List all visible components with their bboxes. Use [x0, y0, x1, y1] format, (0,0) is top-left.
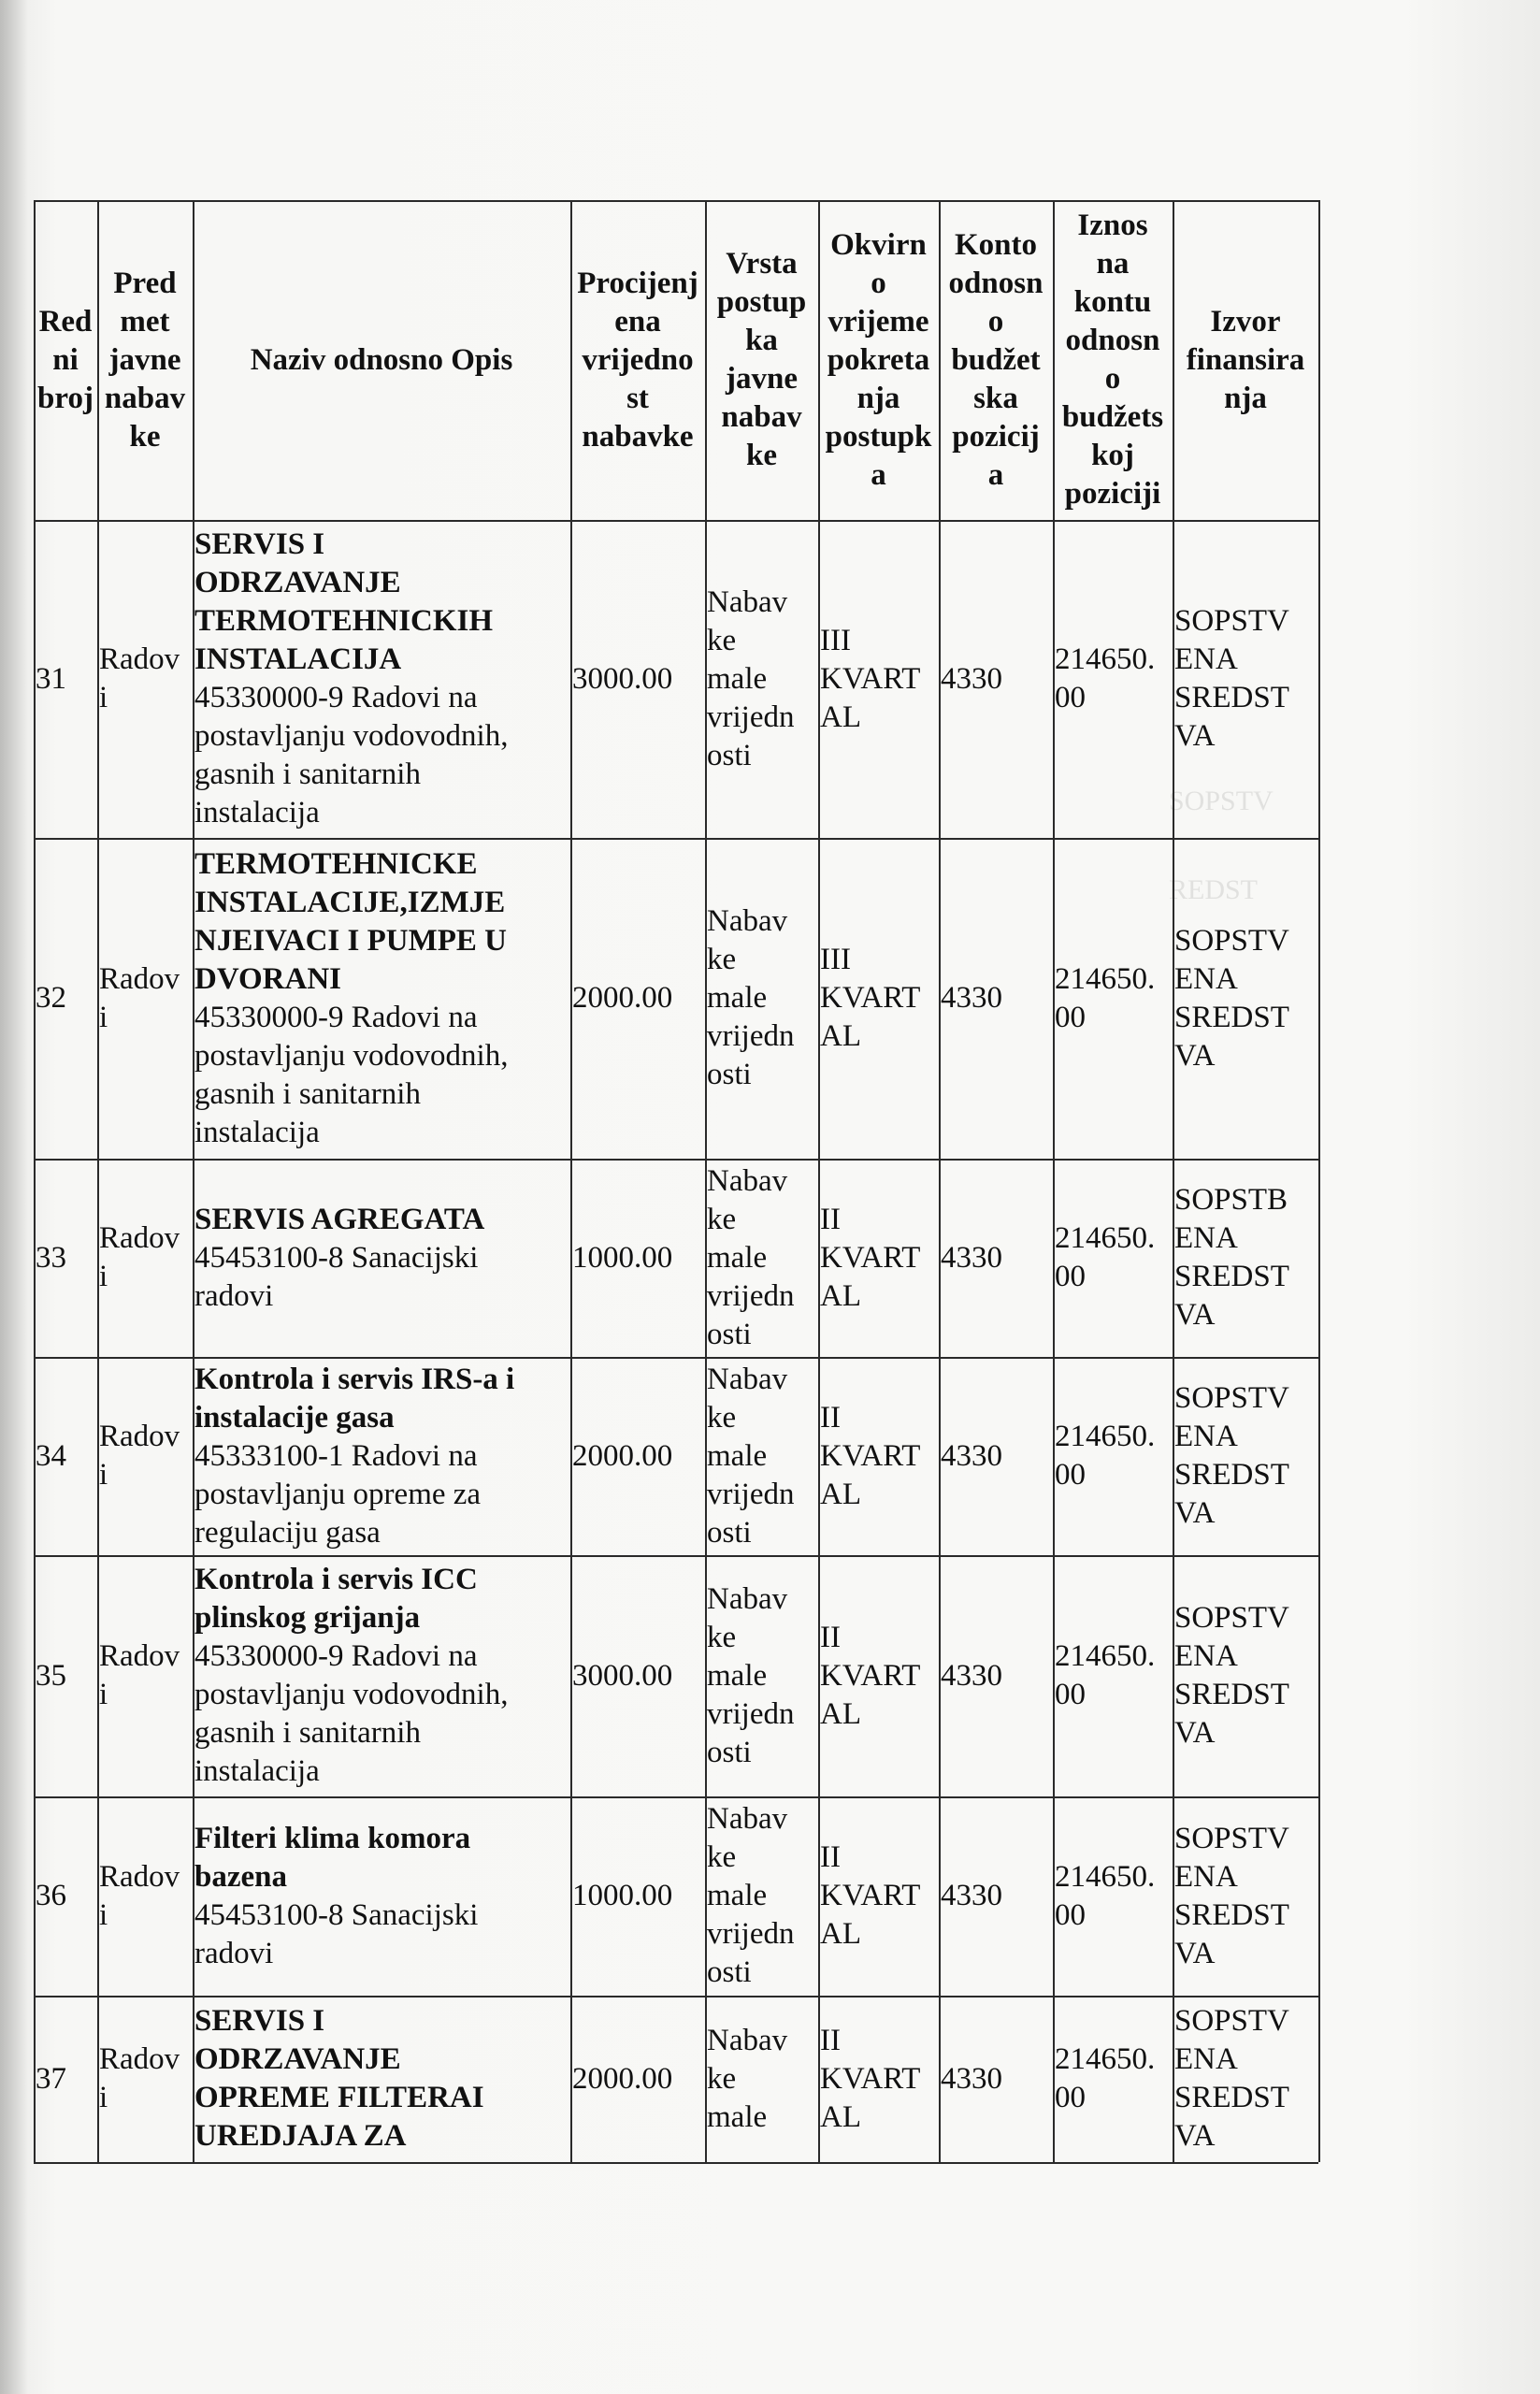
funding-source-cell: [1174, 1798, 1317, 1994]
konto-cell-text: 4330: [941, 2061, 1002, 2096]
konto-cell: [941, 1359, 1051, 1553]
description-block: [194, 2002, 484, 2156]
estimated-value-cell-text: 3000.00: [572, 1658, 673, 1693]
table-row: [34, 1996, 1318, 2162]
procedure-cell: [707, 1798, 816, 1994]
estimated-value-cell-text: 3000.00: [572, 661, 673, 696]
row-number-text: 35: [36, 1658, 66, 1693]
funding-source-cell: [1174, 1359, 1317, 1553]
table-row: [34, 1357, 1318, 1555]
table-row: [34, 838, 1318, 1159]
item-cpv-description: 45330000-9 Radovi na postavljanju vodovodnih, gasnih i sanitarnih instalacija: [194, 681, 509, 829]
funding-source-cell: [1174, 1161, 1317, 1355]
konto-cell: [941, 522, 1051, 836]
amount-cell-text: 214650. 00: [1055, 2042, 1156, 2114]
subject-cell-text: Radov i: [99, 961, 180, 1034]
procedure-cell-text: Nabav ke male vrijedn osti: [707, 1163, 795, 1351]
timeframe-cell: [820, 1798, 937, 1994]
description-block: [194, 1820, 478, 1973]
row-number: [36, 522, 95, 836]
procedure-cell: [707, 1359, 816, 1553]
row-number-text: 33: [36, 1240, 66, 1275]
header-row-number: Red ni broj: [37, 304, 94, 415]
row-number-text: 34: [36, 1438, 66, 1473]
header-description: Naziv odnosno Opis: [250, 342, 513, 377]
table-row: [34, 1159, 1318, 1357]
header-amount: Iznos na kontu odnosn o budžets koj poziciji: [1061, 209, 1164, 511]
description-cell: [194, 1557, 569, 1795]
timeframe-cell-text: II KVART AL: [820, 1620, 921, 1731]
estimated-value-cell-text: 2000.00: [572, 2061, 673, 2096]
konto-cell: [941, 840, 1051, 1157]
row-number: [36, 1997, 95, 2160]
procedure-cell-text: Nabav ke male vrijedn osti: [707, 1581, 795, 1769]
amount-cell-text: 214650. 00: [1055, 961, 1156, 1034]
description-cell: [194, 1161, 569, 1355]
amount-cell-text: 214650. 00: [1055, 642, 1156, 714]
timeframe-cell: [820, 840, 937, 1157]
description-cell: [194, 1359, 569, 1553]
procurement-table: [34, 200, 1318, 2162]
subject-cell: [99, 1997, 191, 2160]
timeframe-cell-text: II KVART AL: [820, 1202, 921, 1313]
header-timeframe: Okvirn o vrijeme pokreta nja postupk a: [825, 227, 932, 492]
description-block: [194, 1201, 484, 1316]
item-title: Kontrola i servis IRS-a i instalacije gasa: [194, 1362, 515, 1435]
description-cell: [194, 1798, 569, 1994]
bleed-through-mark: REDST: [1169, 874, 1259, 905]
amount-cell: [1055, 1161, 1171, 1355]
item-title: Kontrola i servis ICC plinskog grijanja: [194, 1563, 478, 1635]
header-estimated-value: Procijenj ena vrijedno st nabavke: [577, 266, 698, 454]
amount-cell: [1055, 1557, 1171, 1795]
subject-cell: [99, 840, 191, 1157]
timeframe-cell: [820, 1997, 937, 2160]
table-row-border: [34, 2162, 1318, 2164]
timeframe-cell-text: III KVART AL: [820, 943, 921, 1053]
konto-cell-text: 4330: [941, 1658, 1002, 1693]
amount-cell-text: 214650. 00: [1055, 1221, 1156, 1293]
table-row: [34, 1555, 1318, 1796]
funding-source-cell-text: SOPSTB ENA SREDST VA: [1174, 1183, 1289, 1332]
funding-source-cell: [1174, 1557, 1317, 1795]
bleed-through-mark: SOPSTV: [1169, 786, 1274, 816]
amount-cell-text: 214650. 00: [1055, 1639, 1156, 1711]
description-block: [194, 845, 508, 1152]
procedure-cell-text: Nabav ke male vrijedn osti: [707, 904, 795, 1091]
estimated-value-cell: [572, 1798, 703, 1994]
funding-source-cell: [1174, 1997, 1317, 2160]
estimated-value-cell-text: 1000.00: [572, 1879, 673, 1912]
item-cpv-description: 45453100-8 Sanacijski radovi: [194, 1240, 479, 1313]
subject-cell: [99, 1557, 191, 1795]
subject-cell: [99, 522, 191, 836]
header-funding-source: Izvor finansira nja: [1186, 304, 1305, 415]
estimated-value-cell: [572, 1557, 703, 1795]
description-block: [194, 1361, 514, 1552]
row-number-text: 32: [36, 981, 66, 1015]
description-cell: [194, 1997, 569, 2160]
row-number-text: 31: [36, 661, 66, 696]
item-cpv-description: 45453100-8 Sanacijski radovi: [194, 1897, 479, 1970]
timeframe-cell-text: II KVART AL: [820, 2023, 921, 2134]
header-procedure-type: Vrsta postup ka javne nabav ke: [716, 247, 807, 472]
row-number: [36, 840, 95, 1157]
funding-source-cell-text: SOPSTV ENA SREDST VA: [1174, 1601, 1289, 1750]
subject-cell-text: Radov i: [99, 1639, 180, 1711]
procedure-cell: [707, 1557, 816, 1795]
procedure-cell-text: Nabav ke male vrijedn osti: [707, 1802, 795, 1989]
procedure-cell: [707, 840, 816, 1157]
subject-cell-text: Radov i: [99, 2042, 180, 2114]
item-cpv-description: 45333100-1 Radovi na postavljanju opreme za regulaciju gasa: [194, 1438, 482, 1550]
row-number-text: 37: [36, 2061, 66, 2096]
row-number: [36, 1161, 95, 1355]
funding-source-cell-text: SOPSTV ENA SREDST VA: [1174, 923, 1289, 1073]
amount-cell-text: 214650. 00: [1055, 1420, 1156, 1492]
subject-cell-text: Radov i: [99, 1420, 180, 1492]
timeframe-cell-text: III KVART AL: [820, 623, 921, 734]
konto-cell: [941, 1798, 1051, 1994]
description-block: [194, 526, 508, 832]
timeframe-cell: [820, 1557, 937, 1795]
timeframe-cell: [820, 1359, 937, 1553]
item-title: Filteri klima komora bazena: [194, 1821, 471, 1894]
procedure-cell: [707, 522, 816, 836]
description-block: [194, 1561, 508, 1791]
amount-cell: [1055, 1798, 1171, 1994]
estimated-value-cell-text: 2000.00: [572, 981, 673, 1015]
table-column-border: [1318, 200, 1320, 2162]
subject-cell: [99, 1798, 191, 1994]
description-cell: [194, 840, 569, 1157]
estimated-value-cell: [572, 840, 703, 1157]
procedure-cell-text: Nabav ke male vrijedn osti: [707, 1362, 795, 1550]
estimated-value-cell-text: 1000.00: [572, 1240, 673, 1275]
amount-cell: [1055, 1997, 1171, 2160]
subject-cell-text: Radov i: [99, 1859, 180, 1932]
header-subject: Pred met javne nabav ke: [104, 266, 186, 454]
subject-cell-text: Radov i: [99, 1221, 180, 1293]
timeframe-cell-text: II KVART AL: [820, 1840, 921, 1951]
table-row: [34, 520, 1318, 838]
timeframe-cell: [820, 1161, 937, 1355]
konto-cell: [941, 1997, 1051, 2160]
timeframe-cell: [820, 522, 937, 836]
konto-cell-text: 4330: [941, 981, 1002, 1015]
item-title: SERVIS AGREGATA: [194, 1202, 485, 1236]
procedure-cell: [707, 1997, 816, 2160]
funding-source-cell: [1174, 522, 1317, 836]
funding-source-cell: [1174, 840, 1317, 1157]
item-cpv-description: 45330000-9 Radovi na postavljanju vodovodnih, gasnih i sanitarnih instalacija: [194, 1639, 509, 1788]
subject-cell-text: Radov i: [99, 642, 180, 714]
procedure-cell-text: Nabav ke male: [707, 2023, 788, 2134]
amount-cell: [1055, 522, 1171, 836]
table-row-border: [34, 200, 1318, 202]
timeframe-cell-text: II KVART AL: [820, 1400, 921, 1511]
konto-cell-text: 4330: [941, 661, 1002, 696]
konto-cell: [941, 1161, 1051, 1355]
estimated-value-cell: [572, 1161, 703, 1355]
funding-source-cell-text: SOPSTV ENA SREDST VA: [1174, 1381, 1289, 1530]
subject-cell: [99, 1359, 191, 1553]
estimated-value-cell-text: 2000.00: [572, 1438, 673, 1473]
funding-source-cell-text: SOPSTV ENA SREDST VA: [1174, 2004, 1289, 2153]
item-cpv-description: 45330000-9 Radovi na postavljanju vodovodnih, gasnih i sanitarnih instalacija: [194, 1000, 509, 1149]
procedure-cell-text: Nabav ke male vrijedn osti: [707, 584, 795, 772]
table-row: [34, 1796, 1318, 1996]
amount-cell: [1055, 1359, 1171, 1553]
row-number-text: 36: [36, 1879, 66, 1912]
row-number: [36, 1798, 95, 1994]
header-konto: Konto odnosn o budžet ska pozicij a: [948, 227, 1043, 492]
subject-cell: [99, 1161, 191, 1355]
item-title: TERMOTEHNICKE INSTALACIJE,IZMJE NJEIVACI I PUMPE U DVORANI: [194, 846, 507, 996]
amount-cell: [1055, 840, 1171, 1157]
konto-cell-text: 4330: [941, 1438, 1002, 1473]
konto-cell-text: 4330: [941, 1240, 1002, 1275]
description-cell: [194, 522, 569, 836]
item-title: SERVIS I ODRZAVANJE OPREME FILTERAI UREDJAJA ZA: [194, 2004, 484, 2153]
item-title: SERVIS I ODRZAVANJE TERMOTEHNICKIH INSTALACIJA: [194, 527, 494, 676]
konto-cell: [941, 1557, 1051, 1795]
estimated-value-cell: [572, 522, 703, 836]
funding-source-cell-text: SOPSTV ENA SREDST VA: [1174, 604, 1289, 753]
row-number: [36, 1557, 95, 1795]
amount-cell-text: 214650. 00: [1055, 1859, 1156, 1932]
estimated-value-cell: [572, 1997, 703, 2160]
procedure-cell: [707, 1161, 816, 1355]
konto-cell-text: 4330: [941, 1879, 1002, 1912]
funding-source-cell-text: SOPSTV ENA SREDST VA: [1174, 1821, 1289, 1970]
page-fold-shadow: [0, 0, 28, 2394]
estimated-value-cell: [572, 1359, 703, 1553]
row-number: [36, 1359, 95, 1553]
